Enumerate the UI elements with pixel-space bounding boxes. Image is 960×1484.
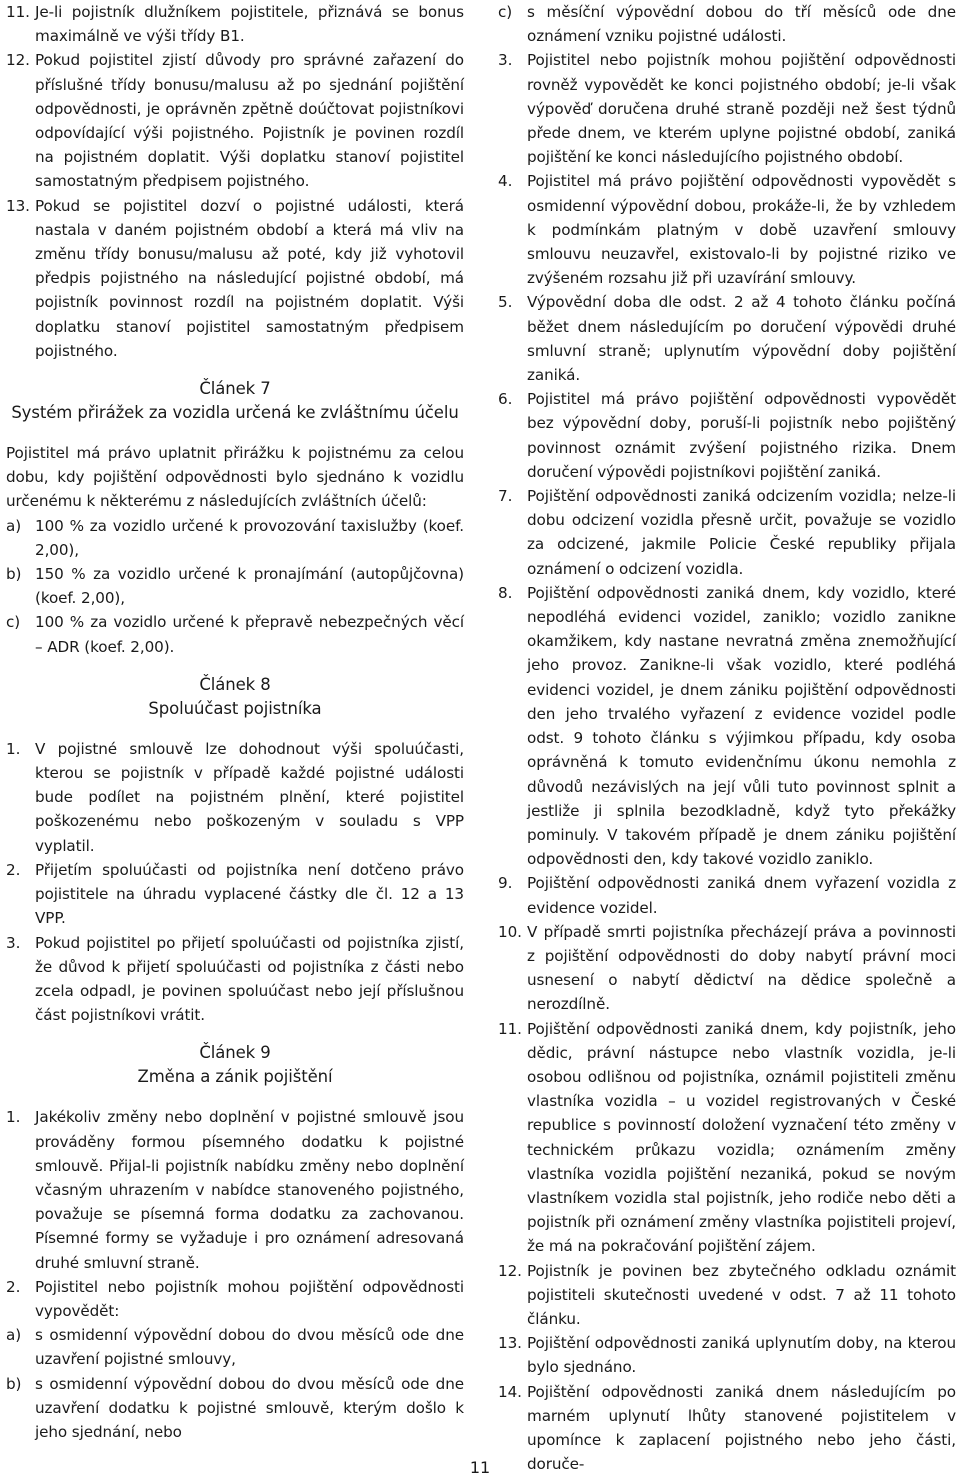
list-marker: a) <box>6 1326 22 1345</box>
list-marker: 13. <box>498 1334 522 1353</box>
list-item <box>498 290 956 387</box>
list-item <box>498 581 956 871</box>
right-column <box>498 0 956 1476</box>
list-text: Pojištění odpovědnosti zaniká dnem, kdy vozidlo, které nepodléhá evidenci vozidel, zaniklo; vozidlo zanikne okamžikem, kdy nastane nevratná změna znemožňující jeho provoz. Zanikne-li však vozidlo, které podléhá evidenci vozidel, je dnem zániku pojištění odpovědnosti den jeho trvalého vyřazení z evidence vozidel podle odst. 9 tohoto článku s výjimkou případu, kdy osoba oprávněná k tomuto evidenčnímu úkonu nemohla z důvodů nezávislých na její vůli tuto povinnost splnit a jestliže ji splnila bezodkladně, když tyto překážky pominuly. V takovém případě je dnem zániku pojištění odpovědnosti den, kdy takové vozidlo zaniklo. <box>527 583 956 869</box>
paragraph-text: Je-li pojistník dlužníkem pojistitele, přiznává se bonus maximálně ve výši třídy B1. <box>35 3 464 46</box>
list-item <box>498 387 956 484</box>
article-subtitle: Změna a zánik pojištění <box>137 1067 333 1087</box>
paragraph-13 <box>6 194 464 363</box>
list-item <box>498 1331 956 1379</box>
list-marker: 12. <box>498 1261 522 1280</box>
list-text: Pojistitel nebo pojistník mohou pojištění odpovědnosti vypovědět: <box>35 1277 464 1320</box>
list-text: V případě smrti pojistníka přecházejí práva a povinnosti z pojištění odpovědnosti do doby nabytí právní moci usnesení o nabytí dědictví na dědice společně a nerozdílně. <box>527 922 956 1014</box>
list-marker: 2. <box>6 1277 21 1296</box>
list-item <box>498 1259 956 1332</box>
list-item <box>6 1323 464 1371</box>
list-marker: 7. <box>498 487 513 506</box>
list-item <box>6 610 464 658</box>
list-marker: 3. <box>498 51 513 70</box>
list-item <box>6 858 464 931</box>
paragraph-text: Pokud se pojistitel dozví o pojistné události, která nastala v daném pojistném období a která má vliv na změnu třídy bonusu/malusu až poté, kdy již vyhotovil předpis pojistného na následující pojistné období, má pojistník povinnost rozdíl na pojistném doplatit. Výši doplatku stanoví pojistitel samostatným předpisem pojistného. <box>35 196 464 360</box>
list-marker: 6. <box>498 390 513 409</box>
left-column <box>6 0 464 1444</box>
list-item <box>6 737 464 858</box>
list-marker: b) <box>6 565 22 584</box>
list-marker: 11. <box>498 1019 522 1038</box>
list-item <box>6 1372 464 1445</box>
list-item <box>6 931 464 1028</box>
paragraph-12 <box>6 48 464 193</box>
list-item <box>6 562 464 610</box>
list-text: 100 % za vozidlo určené k přepravě nebezpečných věcí – ADR (koef. 2,00). <box>35 613 464 656</box>
list-item <box>498 169 956 290</box>
article-title: Článek 8 <box>199 674 271 694</box>
paragraph-11 <box>6 0 464 48</box>
list-text: Pojištění odpovědnosti zaniká odcizením vozidla; nelze-li dobu odcizení vozidla přesně určit, považuje se vozidlo za odcizené, jakmile Policie České republiky přijala oznámení o odcizení vozidla. <box>527 487 956 578</box>
list-marker: b) <box>6 1374 22 1393</box>
list-item <box>6 1105 464 1274</box>
list-text: Pojistník je povinen bez zbytečného odkladu oznámit pojistiteli skutečnosti uvedené v odst. 7 až 11 tohoto článku. <box>527 1261 956 1328</box>
list-marker: c) <box>498 3 513 21</box>
paragraph-number: 12. <box>6 51 30 70</box>
paragraph-text: Pokud pojistitel zjistí důvody pro správné zařazení do příslušné třídy bonusu/malusu až po sjednání pojištění odpovědnosti, je oprávněn zpětně doúčtovat pojistníkovi odpovídající výši pojistného. Pojistník je povinen rozdíl na pojistném doplatit. Výši doplatku stanoví pojistitel samostatným předpisem pojistného. <box>35 51 464 191</box>
list-marker: 1. <box>6 1108 21 1127</box>
list-text: s osmidenní výpovědní dobou do dvou měsíců ode dne uzavření dodatku k pojistné smlouvě, kterým došlo k jeho sjednání, nebo <box>35 1374 464 1441</box>
list-text: s měsíční výpovědní dobou do tří měsíců ode dne oznámení vzniku pojistné události. <box>527 3 956 46</box>
list-marker: 9. <box>498 874 513 893</box>
list-text: Pojistitel má právo pojištění odpovědnosti vypovědět s osmidenní výpovědní dobou, prokáže-li, že by vzhledem k podmínkám platným v době uzavření smlouvy smlouvu neuzavřel, existovalo-li by pojistné riziko ve zvýšeném rozsahu již při uzavírání smlouvy. <box>527 172 956 288</box>
page-number: 11 <box>469 1458 491 1477</box>
list-marker: 10. <box>498 922 522 941</box>
list-marker: 2. <box>6 860 21 879</box>
list-marker: a) <box>6 516 22 535</box>
article-title: Článek 7 <box>199 379 271 399</box>
article-subtitle: Systém přirážek za vozidla určená ke zvláštnímu účelu <box>11 403 459 423</box>
list-text: Pojištění odpovědnosti zaniká dnem, kdy pojistník, jeho dědic, právní nástupce nebo vlastník vozidla, je-li osobou odlišnou od pojistníka, oznámil pojistiteli změnu vlastníka vozidla – u vozidel registrovaných v České republice s povinností doložení vyznačení této změny v technickém průkazu vozidla; oznámením změny vlastníka vozidla pojištění nezaniká, pokud se novým vlastníkem vozidla stal pojistník, jeho rodiče nebo děti a pojistník při oznámení změny vlastníka pojistiteli projeví, že má na pokračování pojištění zájem. <box>527 1019 956 1256</box>
list-item <box>498 0 956 48</box>
list-item <box>498 871 956 919</box>
list-item <box>498 1017 956 1259</box>
list-marker: c) <box>6 613 21 632</box>
list-text: Pojistitel nebo pojistník mohou pojištění odpovědnosti rovněž vypovědět ke konci pojistného období; je-li však výpověď doručena druhé straně později než šest týdnů přede dnem, ve kterém uplyne pojistné období, zaniká pojištění ke konci následujícího pojistného období. <box>527 51 956 167</box>
list-item <box>498 48 956 169</box>
article-subtitle: Spoluúčast pojistníka <box>148 698 322 718</box>
list-text: Výpovědní doba dle odst. 2 až 4 tohoto článku počíná běžet dnem následujícím po doručení výpovědi druhé smluvní straně; uplynutím výpovědní doby pojištění zaniká. <box>527 293 956 385</box>
paragraph-number: 13. <box>6 196 30 215</box>
list-marker: 3. <box>6 933 21 952</box>
article-title: Článek 9 <box>199 1043 271 1063</box>
list-marker: 5. <box>498 293 513 312</box>
list-marker: 8. <box>498 583 513 602</box>
list-marker: 1. <box>6 739 21 758</box>
list-text: Pojištění odpovědnosti zaniká uplynutím doby, na kterou bylo sjednáno. <box>527 1334 956 1377</box>
list-text: Pojištění odpovědnosti zaniká dnem následujícím po marném uplynutí lhůty stanovené pojistitelem v upomínce k zaplacení pojistného nebo jeho části, doruče- <box>527 1382 956 1474</box>
list-item <box>6 1275 464 1323</box>
list-item <box>498 484 956 581</box>
list-marker: 14. <box>498 1382 522 1401</box>
list-text: Přijetím spoluúčasti od pojistníka není dotčeno právo pojistitele na úhradu vyplacené částky dle čl. 12 a 13 VPP. <box>35 860 464 928</box>
list-text: Pokud pojistitel po přijetí spoluúčasti od pojistníka zjistí, že důvod k přijetí spoluúčasti od pojistníka z části nebo zcela odpadl, je povinen spoluúčast nebo její příslušnou část pojistníkovi vrátit. <box>35 933 464 1025</box>
list-text: 150 % za vozidlo určené k pronajímání (autopůjčovna) (koef. 2,00), <box>35 565 464 608</box>
list-marker: 4. <box>498 172 513 191</box>
list-item <box>6 514 464 562</box>
article-7-intro: Pojistitel má právo uplatnit přirážku k pojistnému za celou dobu, kdy pojištění odpovědnosti bylo sjednáno k vozidlu určenému k některému z následujících zvláštních účelů: <box>6 444 464 511</box>
list-text: V pojistné smlouvě lze dohodnout výši spoluúčasti, kterou se pojistník v případě každé pojistné události bude podílet na pojistném plnění, které pojistitel poškozenému nebo poškozeným v souladu s VPP vyplatil. <box>35 739 464 855</box>
article-7-heading <box>6 377 464 425</box>
list-text: Pojištění odpovědnosti zaniká dnem vyřazení vozidla z evidence vozidel. <box>527 874 956 917</box>
article-9-heading <box>6 1041 464 1089</box>
list-text: s osmidenní výpovědní dobou do dvou měsíců ode dne uzavření pojistné smlouvy, <box>35 1326 464 1369</box>
list-text: 100 % za vozidlo určené k provozování taxislužby (koef. 2,00), <box>35 516 464 559</box>
list-text: Pojistitel má právo pojištění odpovědnosti vypovědět bez výpovědní doby, poruší-li pojistník nebo pojištěný povinnost oznámit zvýšení pojistného rizika. Dnem doručení výpovědi pojistníkovi pojištění zaniká. <box>527 390 956 481</box>
list-item <box>498 920 956 1017</box>
list-text: Jakékoliv změny nebo doplnění v pojistné smlouvě jsou prováděny formou písemného dodatku k pojistné smlouvě. Přijal-li pojistník nabídku změny nebo doplnění včasným uhrazením v nabídce stanoveného pojistného, považuje se písemná forma dodatku za zachovanou. Písemné formy se vyžaduje i pro oznámení adresovaná druhé smluvní straně. <box>35 1108 464 1272</box>
article-8-heading <box>6 673 464 721</box>
paragraph-number: 11. <box>6 3 30 21</box>
